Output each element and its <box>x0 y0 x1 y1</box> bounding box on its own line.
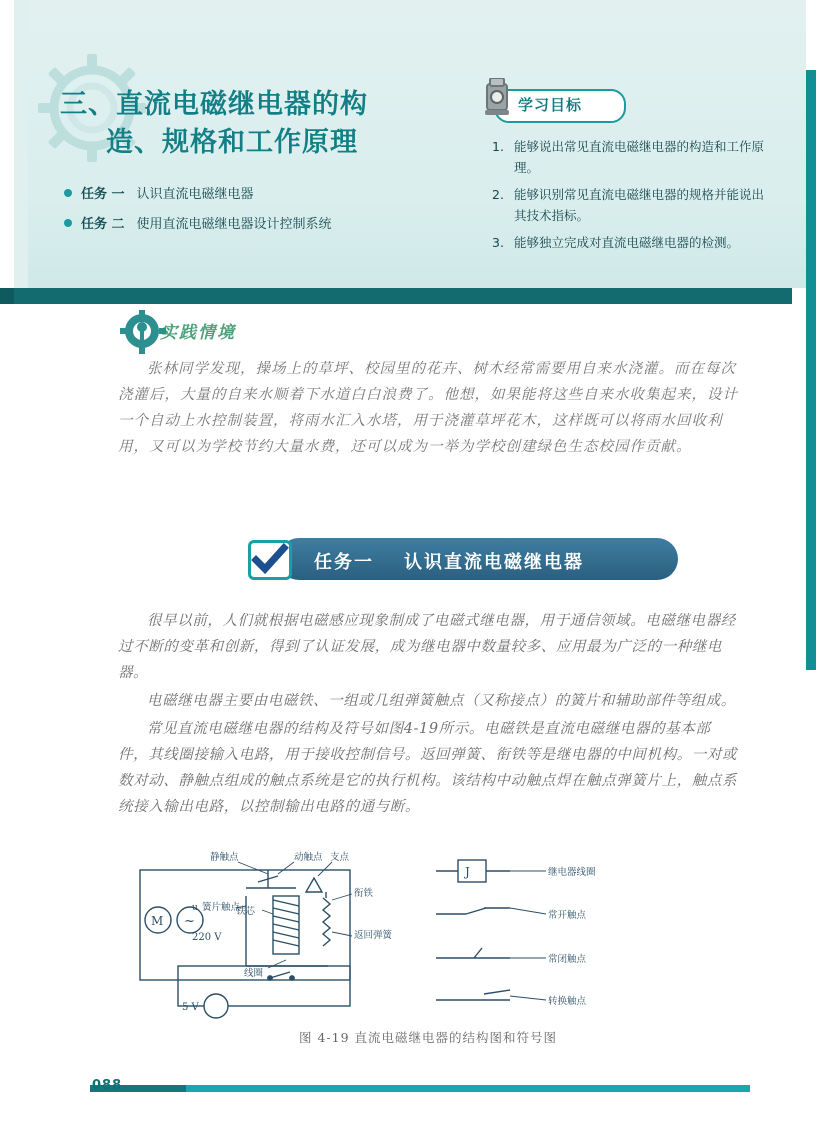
task-list-item-2[interactable] <box>64 213 484 232</box>
body-paragraph-3: 常见直流电磁继电器的结构及符号如图4-19所示。电磁铁是直流电磁继电器的基本部件，其线圈接输入电路，用于接收控制信号。返回弹簧、衔铁等是继电器的中间机构。一对或数对动、静触点组成的触点系统是它的执行机构。该结构中动触点焊在触点弹簧片上，触点系统接入输出电路，以控制输出电路的通与断。 <box>118 721 738 815</box>
objective-number: 1. <box>492 139 504 154</box>
svg-text:常闭触点: 常闭触点 <box>548 954 587 965</box>
body-paragraph-2: 电磁继电器主要由电磁铁、一组或几组弹簧触点（又称接点）的簧片和辅助部件等组成。 <box>147 693 736 709</box>
svg-text:220 V: 220 V <box>192 932 222 943</box>
learning-objectives <box>478 92 768 259</box>
svg-text:J: J <box>465 865 470 879</box>
task-label: 任务 一 <box>81 187 125 202</box>
objective-text: 能够说出常见直流电磁继电器的构造和工作原理。 <box>514 139 765 175</box>
section-divider-band-left <box>0 288 14 304</box>
task-banner-task: 任务一 <box>314 552 374 573</box>
task-banner-label <box>314 548 584 574</box>
objective-item-3 <box>492 232 768 253</box>
body-text <box>118 608 738 822</box>
svg-text:5 V: 5 V <box>182 1002 199 1013</box>
svg-text:线圈: 线圈 <box>244 968 264 979</box>
page-title <box>60 86 460 162</box>
section-number: 三、 <box>60 89 116 120</box>
practice-paragraph: 张林同学发现，操场上的草坪、校园里的花卉、树木经常需要用自来水浇灌。而在每次浇灌后，大量的自来水顺着下水道白白浪费了。他想，如果能将这些自来水收集起来，设计一个自动上水控制装置，将雨水汇入水塔，用于浇灌草坪花木，这样既可以将雨水回收利用，又可以为学校节约大量水费，还可以成为一举为学校创建绿色生态校园作贡献。 <box>118 361 738 455</box>
svg-text:静触点: 静触点 <box>210 852 239 863</box>
task-list-item-1[interactable] <box>64 183 484 202</box>
check-icon <box>248 540 292 580</box>
svg-text:u: u <box>192 903 198 913</box>
objectives-header <box>478 92 768 126</box>
svg-text:M: M <box>151 914 164 928</box>
magnifier-icon <box>478 78 518 124</box>
bullet-icon <box>64 219 72 227</box>
objectives-list <box>478 136 768 253</box>
teal-edge-strip <box>806 70 816 670</box>
task-label: 任务 二 <box>81 217 125 232</box>
objective-number: 2. <box>492 187 504 202</box>
figure-relay-structure <box>118 848 738 1033</box>
svg-text:铁芯: 铁芯 <box>236 906 256 917</box>
section-divider-band <box>14 288 792 304</box>
objective-number: 3. <box>492 235 504 250</box>
practice-header <box>120 310 420 350</box>
practice-title: 实践情境 <box>160 323 236 343</box>
page-left-margin <box>0 0 14 1145</box>
footer-rule <box>90 1085 750 1092</box>
objective-item-2 <box>492 184 768 226</box>
svg-text:~: ~ <box>184 914 195 929</box>
svg-text:簧片触点: 簧片触点 <box>202 902 241 913</box>
svg-text:返回弹簧: 返回弹簧 <box>354 930 393 941</box>
title-line-2: 造、规格和工作原理 <box>106 127 358 158</box>
svg-text:常开触点: 常开触点 <box>548 910 587 921</box>
svg-text:继电器线圈: 继电器线圈 <box>548 867 596 878</box>
objective-text: 能够识别常见直流电磁继电器的规格并能说出其技术指标。 <box>514 187 765 223</box>
title-line-1: 直流电磁继电器的构 <box>116 89 368 120</box>
objective-text: 能够独立完成对直流电磁继电器的检测。 <box>514 235 740 250</box>
task-banner <box>248 538 678 580</box>
bullet-icon <box>64 189 72 197</box>
task-list <box>64 183 484 243</box>
svg-text:支点: 支点 <box>330 852 350 863</box>
page-number: 088 <box>92 1078 123 1093</box>
task-banner-title: 认识直流电磁继电器 <box>404 552 584 573</box>
task-text: 使用直流电磁继电器设计控制系统 <box>136 217 332 232</box>
task-text: 认识直流电磁继电器 <box>136 187 254 202</box>
objectives-badge-label: 学习目标 <box>518 96 583 114</box>
svg-text:转换触点: 转换触点 <box>548 996 587 1007</box>
svg-text:衔铁: 衔铁 <box>354 888 374 899</box>
objective-item-1 <box>492 136 768 178</box>
body-paragraph-1: 很早以前，人们就根据电磁感应现象制成了电磁式继电器，用于通信领域。电磁继电器经过不断的变革和创新，得到了认证发展，成为继电器中数量较多、应用最为广泛的一种继电器。 <box>118 613 736 681</box>
figure-caption: 图 4-19 直流电磁继电器的结构图和符号图 <box>298 1030 558 1045</box>
svg-text:动触点: 动触点 <box>294 852 323 863</box>
